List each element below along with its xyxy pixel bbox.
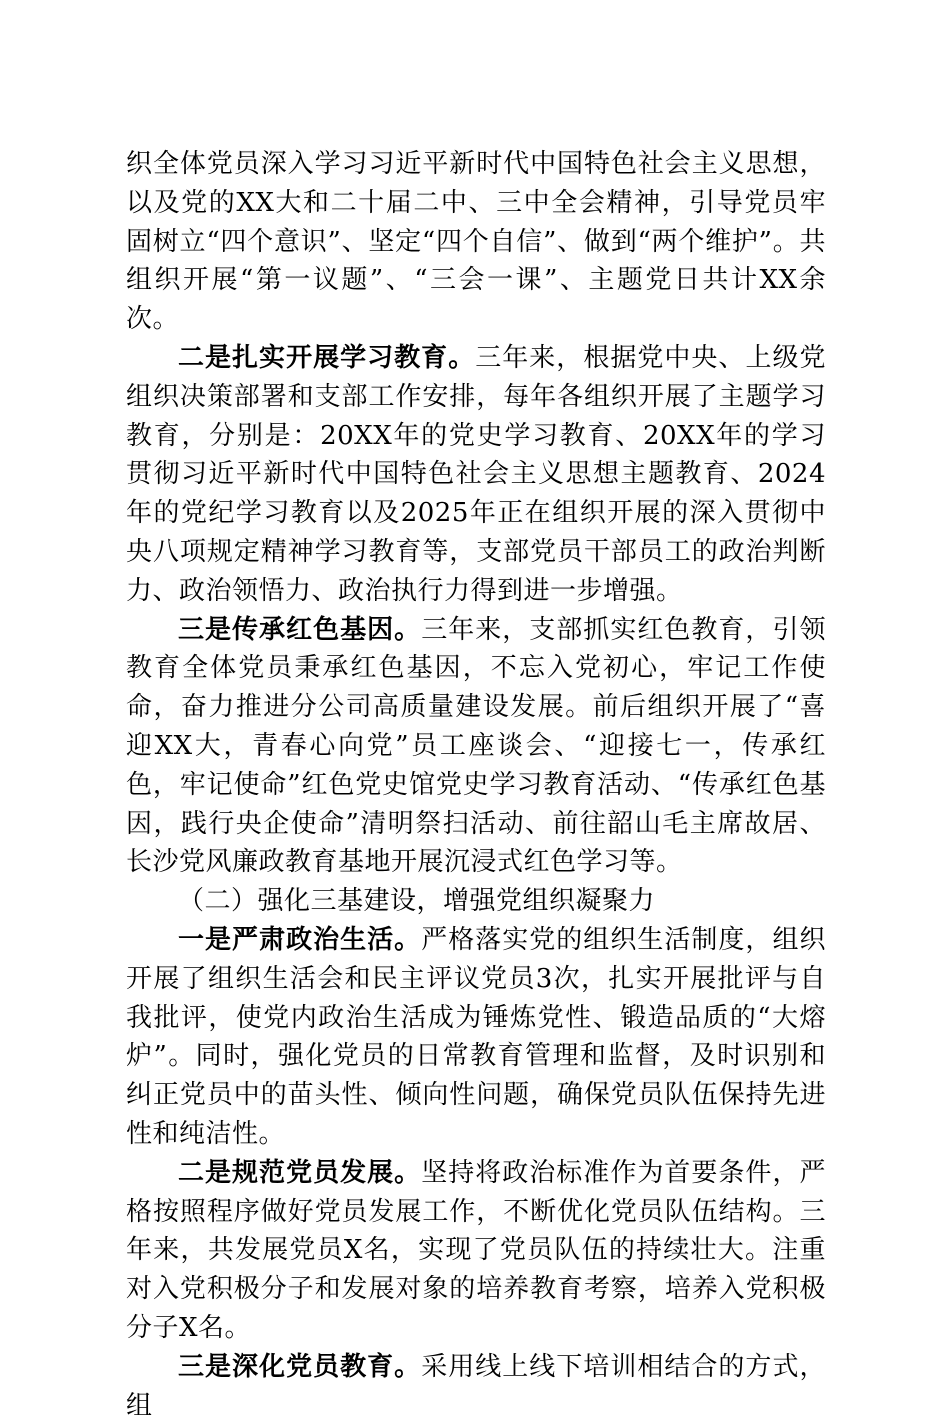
paragraph-text: 三年来，根据党中央、上级党组织决策部署和支部工作安排，每年各组织开展了主题学习教育，分别是：20XX年的党史学习教育、20XX年的学习贯彻习近平新时代中国特色社会主义思想主题教育、2024年的党纪学习教育以及2025年正在组织开展的深入贯彻中央八项规定精神学习教育等，支部党员干部员工的政治判断力、政治领悟力、政治执行力得到进一步增强。: [126, 342, 826, 606]
paragraph-lead: 二是规范党员发展。: [178, 1157, 422, 1188]
paragraph-text: 坚持将政治标准作为首要条件，严格按照程序做好党员发展工作，不断优化党员队伍结构。三年来，共发展党员X名，实现了党员队伍的持续壮大。注重对入党积极分子和发展对象的培养教育考察，培养入党积极分子X名。: [126, 1157, 826, 1343]
paragraph-member-development: [126, 1154, 826, 1348]
paragraph-text: 三年来，支部抓实红色教育，引领教育全体党员秉承红色基因，不忘入党初心，牢记工作使命，奋力推进分公司高质量建设发展。前后组织开展了“喜迎XX大，青春心向党”员工座谈会、“迎接七一，传承红色，牢记使命”红色党史馆党史学习教育活动、“传承红色基因，践行央企使命”清明祭扫活动、前往韶山毛主席故居、长沙党风廉政教育基地开展沉浸式红色学习等。: [126, 614, 826, 878]
paragraph-red-gene: [126, 611, 826, 883]
paragraph-lead: 二是扎实开展学习教育。: [178, 342, 476, 373]
paragraph-text: 织全体党员深入学习习近平新时代中国特色社会主义思想，以及党的XX大和二十届二中、三中全会精神，引导党员牢固树立“四个意识”、坚定“四个自信”、做到“两个维护”。共组织开展“第一议题”、“三会一课”、主题党日共计XX余次。: [126, 149, 826, 335]
section-heading: （二）强化三基建设，增强党组织凝聚力: [178, 886, 656, 917]
paragraph-political-life: [126, 921, 826, 1154]
paragraph-continuation: [126, 145, 826, 339]
document-page: [126, 145, 826, 1425]
paragraph-lead: 一是严肃政治生活。: [178, 924, 422, 955]
paragraph-lead: 三是传承红色基因。: [178, 614, 422, 645]
paragraph-member-education: [126, 1348, 826, 1425]
paragraph-study-education: [126, 339, 826, 611]
paragraph-text: 采用线上线下培训相结合的方式，组: [126, 1351, 826, 1421]
paragraph-text: 严格落实党的组织生活制度，组织开展了组织生活会和民主评议党员3次，扎实开展批评与自我批评，使党内政治生活成为锤炼党性、锻造品质的“大熔炉”。同时，强化党员的日常教育管理和监督，及时识别和纠正党员中的苗头性、倾向性问题，确保党员队伍保持先进性和纯洁性。: [126, 924, 826, 1149]
paragraph-lead: 三是深化党员教育。: [178, 1351, 422, 1382]
